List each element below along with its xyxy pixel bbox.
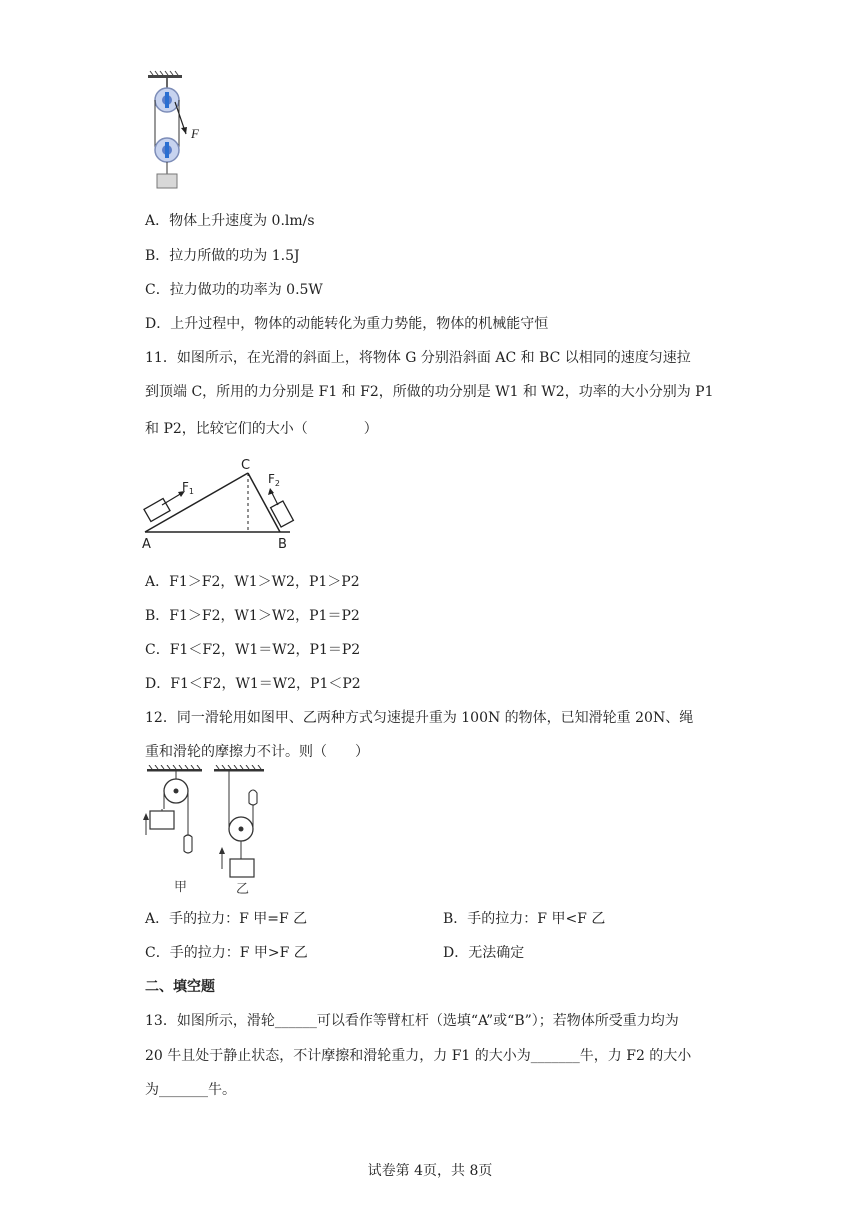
q10-force-label: F [191, 126, 199, 141]
q11-label-f1: $F_1$ [182, 480, 194, 496]
q10-option-a[interactable]: A．物体上升速度为 0.lm/s [145, 213, 315, 229]
q12-stem-line2: 重和滑轮的摩擦力不计。则（ ） [145, 744, 369, 760]
q11-label-a: A [142, 537, 151, 552]
q12-pulley-figure [140, 765, 280, 897]
q10-option-c[interactable]: C．拉力做功的功率为 0.5W [145, 282, 323, 298]
q11-stem-line1: 11．如图所示，在光滑的斜面上，将物体 G 分别沿斜面 AC 和 BC 以相同的速度匀速拉 [145, 350, 691, 366]
q10-option-b[interactable]: B．拉力所做的功为 1.5J [145, 248, 300, 264]
q11-option-a[interactable]: A．F1＞F2，W1＞W2，P1＞P2 [145, 574, 360, 590]
q11-label-f2: $F_2$ [268, 472, 280, 488]
section-title: 二、填空题 [145, 979, 215, 995]
q13-stem-line2: 20 牛且处于静止状态，不计摩擦和滑轮重力，力 F1 的大小为_______牛，力 F2 的大小 [145, 1048, 692, 1064]
q12-option-a[interactable]: A．手的拉力：F 甲=F 乙 [145, 911, 308, 927]
q12-option-c[interactable]: C．手的拉力：F 甲>F 乙 [145, 945, 308, 961]
page-footer: 试卷第 4页，共 8页 [367, 1163, 493, 1179]
q12-label-yi: 乙 [236, 882, 250, 897]
q11-stem-line3: 和 P2，比较它们的大小（ ） [145, 421, 378, 437]
q13-stem-line1: 13．如图所示，滑轮______可以看作等臂杠杆（选填“A”或“B”）；若物体所受重力均为 [145, 1013, 679, 1029]
q11-option-b[interactable]: B．F1＞F2，W1＞W2，P1＝P2 [145, 608, 360, 624]
q10-pulley-figure [140, 70, 210, 192]
q12-label-jia: 甲 [174, 880, 188, 895]
q13-stem-line3: 为_______牛。 [145, 1082, 236, 1098]
q11-label-c: C [241, 458, 251, 473]
q10-option-d[interactable]: D．上升过程中，物体的动能转化为重力势能，物体的机械能守恒 [145, 316, 549, 332]
q12-option-d[interactable]: D．无法确定 [443, 945, 525, 961]
q12-option-b[interactable]: B．手的拉力：F 甲<F 乙 [443, 911, 606, 927]
q11-incline-figure [140, 455, 310, 555]
q12-stem-line1: 12．同一滑轮用如图甲、乙两种方式匀速提升重为 100N 的物体，已知滑轮重 20N、绳 [145, 710, 694, 726]
q11-label-b: B [278, 537, 287, 552]
q11-option-c[interactable]: C．F1＜F2，W1＝W2，P1＝P2 [145, 642, 361, 658]
q11-stem-line2: 到顶端 C，所用的力分别是 F1 和 F2，所做的功分别是 W1 和 W2，功率的大小分别为 P1 [145, 384, 714, 400]
q11-option-d[interactable]: D．F1＜F2，W1＝W2，P1＜P2 [145, 676, 361, 692]
